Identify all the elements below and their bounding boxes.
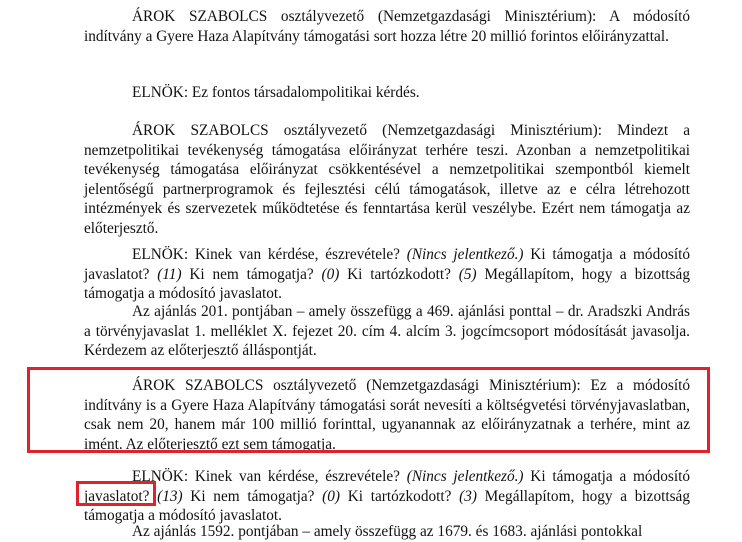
paragraph-ajanlas-201: Az ajánlás 201. pontjában – amely összefügg a 469. ajánlási ponttal – dr. Aradszki András a törvényjavaslat 1. melléklet X. fejezet 20. cím 4. alcím 3. jogcímcsoport módosítását javasolja. Kérdezem az előterjesztő álláspontját. xyxy=(84,303,690,359)
vote-count-yes: (13) xyxy=(157,487,183,505)
paragraph-elnok-1: ELNÖK: Ez fontos társadalompolitikai kérdés. xyxy=(132,84,420,101)
text-segment: Ki tartózkodott? xyxy=(339,265,459,283)
vote-count-no: (0) xyxy=(321,265,340,283)
vote-count-abstain: (3) xyxy=(459,487,477,505)
text-segment: Ki támogatja a módosító javaslatot? xyxy=(84,246,690,283)
highlight-box-small xyxy=(76,481,156,506)
vote-count-abstain: (5) xyxy=(458,265,477,283)
vote-count-no: (0) xyxy=(322,487,340,505)
italic-segment: (Nincs jelentkező.) xyxy=(406,468,524,485)
text-segment: ELNÖK: Kinek van kérdése, észrevétele? xyxy=(132,246,407,263)
vote-count-yes: (11) xyxy=(157,265,182,283)
highlight-box-large xyxy=(27,367,710,453)
text-segment: Megállapítom, hogy a bizottság támogatja a módosító javaslatot. xyxy=(84,487,690,524)
text-segment: Ki nem támogatja? xyxy=(181,265,322,283)
paragraph-arok-3-highlighted: ÁROK SZABOLCS osztályvezető (Nemzetgazdasági Minisztérium): Ez a módosító indítvány is a Gyere Haza Alapítvány támogatási sorát nevesíti a költségvetési törvényjavaslatban, csak nem 20, hanem már 100 millió forinttal, ugyanannak az előirányzatnak a terhére, mint az imént. Az előterjesztő ezt sem támogatja. xyxy=(84,377,690,453)
italic-segment: (Nincs jelentkező.) xyxy=(406,246,524,263)
text-segment: Ki nem támogatja? xyxy=(182,487,323,505)
text-segment: ELNÖK: Kinek van kérdése, észrevétele? xyxy=(132,468,407,485)
paragraph-ajanlas-1592: Az ajánlás 1592. pontjában – amely összefügg az 1679. és 1683. ajánlási pontokkal xyxy=(132,523,643,540)
text-segment: Ki tartózkodott? xyxy=(340,487,460,505)
paragraph-elnok-vote-2 xyxy=(84,467,690,526)
paragraph-arok-1: ÁROK SZABOLCS osztályvezető (Nemzetgazdasági Minisztérium): A módosító indítvány a Gyere Haza Alapítvány támogatási sort hozza létre 20 millió forintos előirányzattal. xyxy=(84,8,690,45)
text-segment: Megállapítom, hogy a bizottság támogatja a módosító javaslatot. xyxy=(84,265,690,302)
text-segment: Ki támogatja a módosító javaslatot? xyxy=(84,468,690,505)
paragraph-arok-2: ÁROK SZABOLCS osztályvezető (Nemzetgazdasági Minisztérium): Mindezt a nemzetpolitikai tevékenység támogatása előirányzat terhére teszi. Azonban a nemzetpolitikai tevékenység támogatása előirányzat csökkentésével a nemzetpolitikai szempontból kiemelt jelentőségű partnerprogramok és fejlesztési célú támogatások, illetve az e célra létrehozott intézmények és szervezetek működtetése és fenntartása kerül veszélybe. Ezért nem támogatja az előterjesztő. xyxy=(84,122,690,237)
paragraph-elnok-vote-1 xyxy=(84,245,690,304)
